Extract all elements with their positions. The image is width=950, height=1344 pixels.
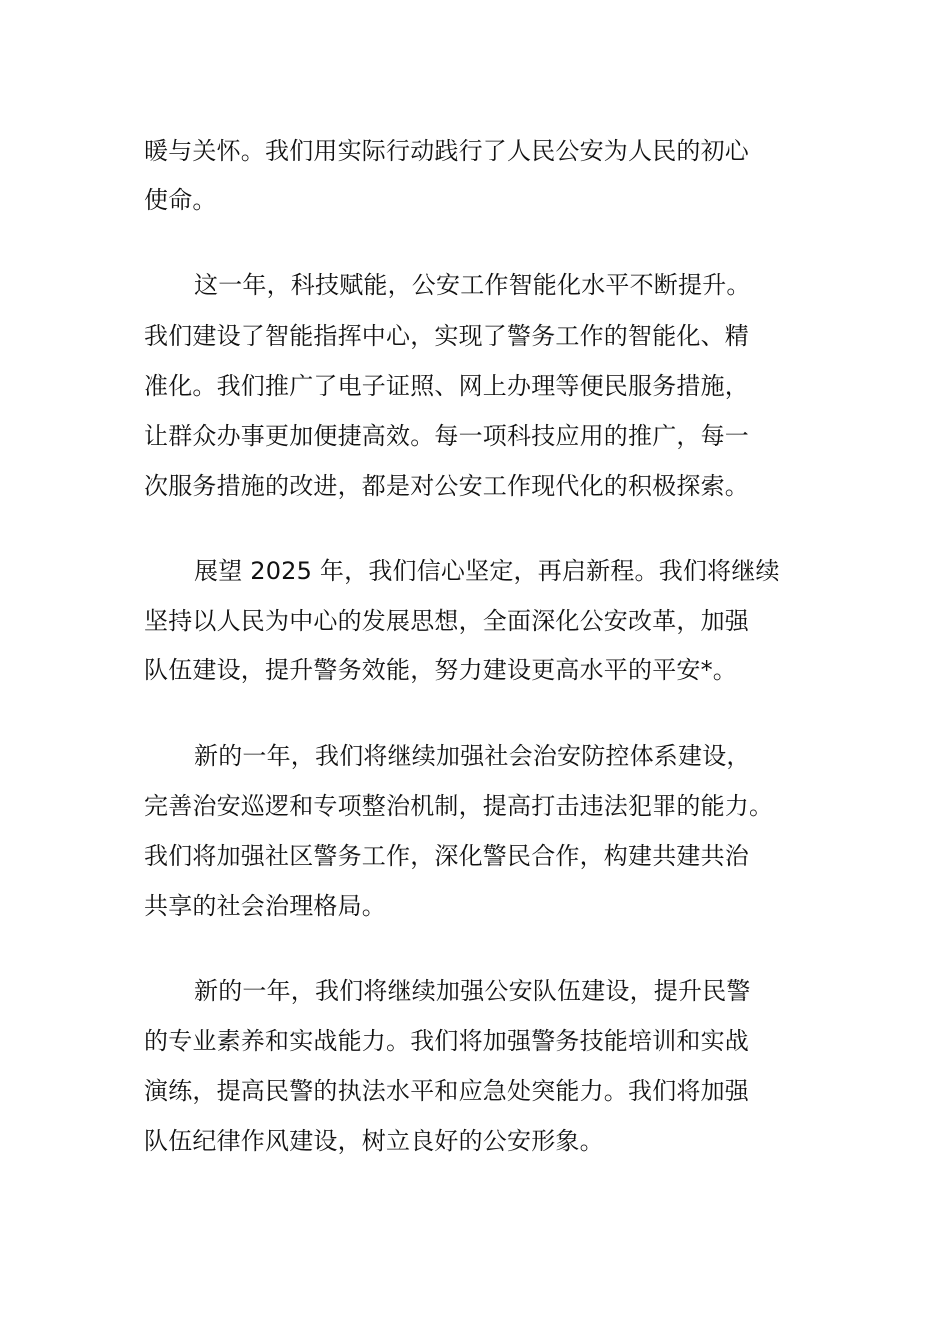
paragraph-5-line-4: 队伍纪律作风建设，树立良好的公安形象。	[144, 1127, 604, 1155]
paragraph-5-line-2: 的专业素养和实战能力。我们将加强警务技能培训和实战	[144, 1027, 749, 1055]
paragraph-3-line-1: 展望 2025 年，我们信心坚定，再启新程。我们将继续	[194, 557, 780, 585]
paragraph-3-line-2: 坚持以人民为中心的发展思想，全面深化公安改革，加强	[144, 607, 749, 635]
paragraph-1-line-2: 使命。	[144, 186, 217, 214]
paragraph-2-line-5: 次服务措施的改进，都是对公安工作现代化的积极探索。	[144, 472, 749, 500]
paragraph-4-line-1: 新的一年，我们将继续加强社会治安防控体系建设，	[194, 742, 751, 770]
paragraph-4-line-3: 我们将加强社区警务工作，深化警民合作，构建共建共治	[144, 842, 749, 870]
paragraph-2-line-2: 我们建设了智能指挥中心，实现了警务工作的智能化、精	[144, 322, 749, 350]
paragraph-3-line-3: 队伍建设，提升警务效能，努力建设更高水平的平安*。	[144, 656, 737, 684]
paragraph-2-line-3: 准化。我们推广了电子证照、网上办理等便民服务措施，	[144, 372, 749, 400]
paragraph-5-line-3: 演练，提高民警的执法水平和应急处突能力。我们将加强	[144, 1077, 749, 1105]
paragraph-2-line-4: 让群众办事更加便捷高效。每一项科技应用的推广，每一	[144, 422, 749, 450]
paragraph-1-line-1: 暖与关怀。我们用实际行动践行了人民公安为人民的初心	[144, 137, 749, 165]
paragraph-4-line-2: 完善治安巡逻和专项整治机制，提高打击违法犯罪的能力。	[144, 792, 774, 820]
paragraph-2-line-1: 这一年，科技赋能，公安工作智能化水平不断提升。	[194, 271, 751, 299]
paragraph-4-line-4: 共享的社会治理格局。	[144, 892, 386, 920]
paragraph-5-line-1: 新的一年，我们将继续加强公安队伍建设，提升民警	[194, 977, 751, 1005]
